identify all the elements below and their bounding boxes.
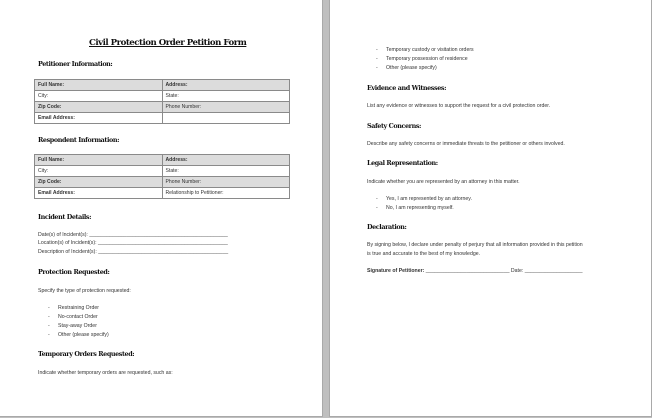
bullet-dash: -: [48, 314, 50, 320]
petitioner-full-name-field[interactable]: Full Name:: [35, 80, 163, 91]
respondent-full-name-field[interactable]: Full Name:: [35, 155, 163, 166]
table-row: [35, 113, 290, 124]
incident-description-line[interactable]: Description of Incident(s): _____________________________________________: [38, 249, 229, 255]
bullet-dash: -: [376, 47, 378, 53]
table-row: [35, 166, 290, 177]
incident-heading: Incident Details:: [38, 213, 92, 221]
petitioner-city-field[interactable]: City:: [35, 91, 163, 102]
respondent-address-field[interactable]: Address:: [162, 155, 290, 166]
list-item: [376, 47, 474, 53]
date-label: Date:: [509, 268, 524, 274]
list-item-label: Restraining Order: [58, 305, 99, 311]
respondent-relationship-field[interactable]: Relationship to Petitioner:: [162, 188, 290, 199]
list-item-label: Yes, I am represented by an attorney.: [386, 196, 472, 202]
list-item: [376, 196, 472, 202]
legal-text: Indicate whether you are represented by an attorney in this matter.: [367, 179, 520, 185]
protection-heading: Protection Requested:: [38, 268, 110, 276]
respondent-state-field[interactable]: State:: [162, 166, 290, 177]
petitioner-zip-field[interactable]: Zip Code:: [35, 102, 163, 113]
signature-label: Signature of Petitioner:: [367, 268, 425, 274]
petitioner-empty-cell: [162, 113, 290, 124]
respondent-zip-field[interactable]: Zip Code:: [35, 177, 163, 188]
list-item-label: Other (please specify): [386, 65, 437, 71]
petitioner-email-field[interactable]: Email Address:: [35, 113, 163, 124]
protection-intro: Specify the type of protection requested:: [38, 288, 131, 294]
list-item-label: No-contact Order: [58, 314, 98, 320]
list-item: [48, 332, 109, 338]
incident-date-line[interactable]: Date(s) of Incident(s): ________________________________________________: [38, 232, 228, 238]
bullet-dash: -: [376, 56, 378, 62]
petitioner-address-field[interactable]: Address:: [162, 80, 290, 91]
declaration-heading: Declaration:: [367, 223, 407, 231]
list-item-label: Other (please specify): [58, 332, 109, 338]
document-title: Civil Protection Order Petition Form: [89, 38, 247, 48]
list-item: [376, 65, 437, 71]
declaration-line-2: is true and accurate to the best of my knowledge.: [367, 251, 481, 257]
evidence-text: List any evidence or witnesses to support the request for a civil protection order.: [367, 103, 551, 109]
list-item-label: Stay-away Order: [58, 323, 97, 329]
list-item: [376, 205, 454, 211]
respondent-table: [34, 154, 290, 199]
respondent-city-field[interactable]: City:: [35, 166, 163, 177]
evidence-heading: Evidence and Witnesses:: [367, 84, 447, 92]
signature-line: [367, 268, 582, 274]
list-item: [376, 56, 468, 62]
list-item-label: Temporary possession of residence: [386, 56, 468, 62]
document-page-1: [0, 0, 322, 416]
bullet-dash: -: [376, 65, 378, 71]
bullet-dash: -: [376, 196, 378, 202]
incident-location-line[interactable]: Location(s) of Incident(s): _____________________________________________: [38, 240, 228, 246]
table-row: [35, 155, 290, 166]
list-item: [48, 323, 97, 329]
list-item: [48, 314, 98, 320]
temporary-orders-heading: Temporary Orders Requested:: [38, 350, 135, 358]
safety-text: Describe any safety concerns or immediate threats to the petitioner or others involved.: [367, 141, 565, 147]
bullet-dash: -: [376, 205, 378, 211]
bullet-dash: -: [48, 305, 50, 311]
table-row: [35, 80, 290, 91]
table-row: [35, 177, 290, 188]
respondent-phone-field[interactable]: Phone Number:: [162, 177, 290, 188]
respondent-heading: Respondent Information:: [38, 136, 120, 144]
petitioner-table: [34, 79, 290, 124]
list-item-label: Temporary custody or visitation orders: [386, 47, 474, 53]
petitioner-state-field[interactable]: State:: [162, 91, 290, 102]
date-blank[interactable]: ____________________: [523, 268, 583, 274]
petitioner-phone-field[interactable]: Phone Number:: [162, 102, 290, 113]
table-row: [35, 102, 290, 113]
respondent-email-field[interactable]: Email Address:: [35, 188, 163, 199]
legal-heading: Legal Representation:: [367, 159, 438, 167]
temporary-orders-intro: Indicate whether temporary orders are requested, such as:: [38, 370, 173, 376]
table-row: [35, 91, 290, 102]
signature-blank[interactable]: _____________________________: [424, 268, 510, 274]
declaration-line-1: By signing below, I declare under penalty of perjury that all information provided in this petition: [367, 242, 583, 248]
bullet-dash: -: [48, 323, 50, 329]
list-item-label: No, I am representing myself.: [386, 205, 454, 211]
document-page-2: [330, 0, 651, 416]
safety-heading: Safety Concerns:: [367, 122, 421, 130]
list-item: [48, 305, 99, 311]
petitioner-heading: Petitioner Information:: [38, 60, 113, 68]
table-row: [35, 188, 290, 199]
bullet-dash: -: [48, 332, 50, 338]
